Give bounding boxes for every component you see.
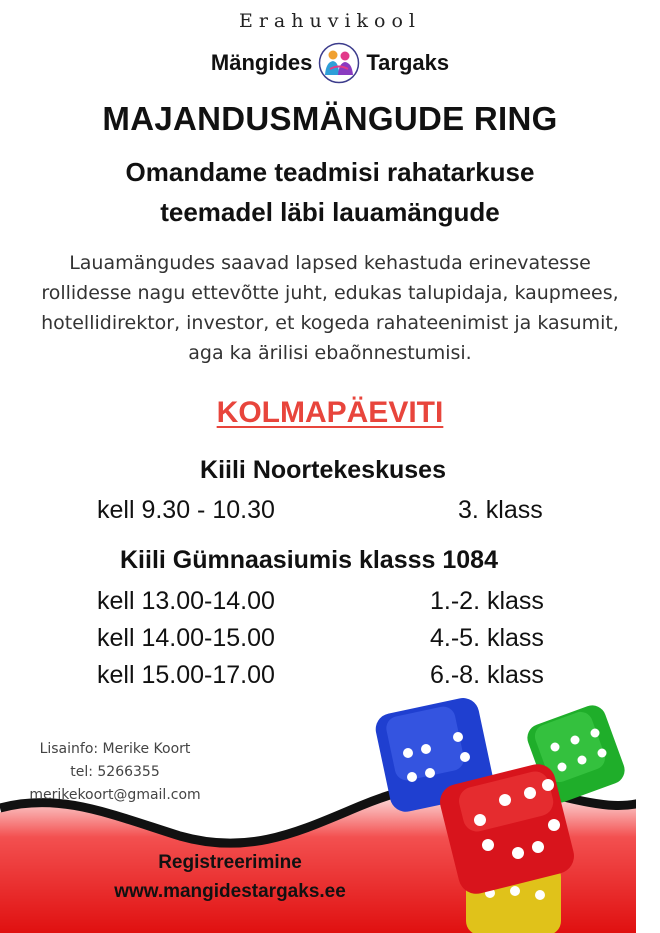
registration-link[interactable]: www.mangidestargaks.ee: [114, 881, 346, 902]
dice-group: [370, 695, 640, 933]
subtitle-line-2: teemadel läbi lauamängude: [160, 197, 500, 227]
subtitle: [0, 152, 660, 232]
school-name: Erahuvikool: [238, 10, 422, 32]
subtitle-line-1: Omandame teadmisi rahatarkuse: [125, 157, 535, 187]
contact-email: merikekoort@gmail.com: [29, 787, 201, 803]
registration-label: Registreerimine: [158, 852, 302, 873]
session-time: kell 13.00-14.00: [97, 587, 275, 615]
session-time: kell 14.00-15.00: [97, 624, 275, 652]
brand-word-right: Targaks: [366, 50, 450, 75]
brand-word-left: Mängides: [210, 50, 313, 75]
description-line: Lauamängudes saavad lapsed kehastuda erinevatesse: [69, 252, 591, 274]
session-grade: 6.-8. klass: [430, 661, 544, 689]
description-line: hotellidirektor, investor, et kogeda rahateenimist ja kasumit,: [41, 312, 619, 334]
session-time: kell 15.00-17.00: [97, 661, 275, 689]
location-heading: Kiili Gümnaasiumis klasss 1084: [120, 546, 498, 574]
weekday-heading: KOLMAPÄEVITI: [216, 396, 444, 429]
session-grade: 1.-2. klass: [430, 587, 544, 615]
registration-block: [80, 848, 380, 906]
description: [20, 248, 640, 368]
contact-phone: tel: 5266355: [70, 764, 160, 780]
location-heading: Kiili Noortekeskuses: [200, 456, 446, 484]
page-title: MAJANDUSMÄNGUDE RING: [102, 100, 558, 137]
children-logo-icon: [318, 42, 360, 84]
session-time: kell 9.30 - 10.30: [97, 496, 275, 524]
description-line: aga ka ärilisi ebaõnnestumisi.: [188, 342, 472, 364]
contact-info: [0, 738, 230, 807]
contact-name: Lisainfo: Merike Koort: [39, 741, 191, 757]
session-grade: 3. klass: [458, 496, 543, 524]
session-grade: 4.-5. klass: [430, 624, 544, 652]
description-line: rollidesse nagu ettevõtte juht, edukas talupidaja, kaupmees,: [41, 282, 619, 304]
brand-logo: [0, 42, 660, 84]
